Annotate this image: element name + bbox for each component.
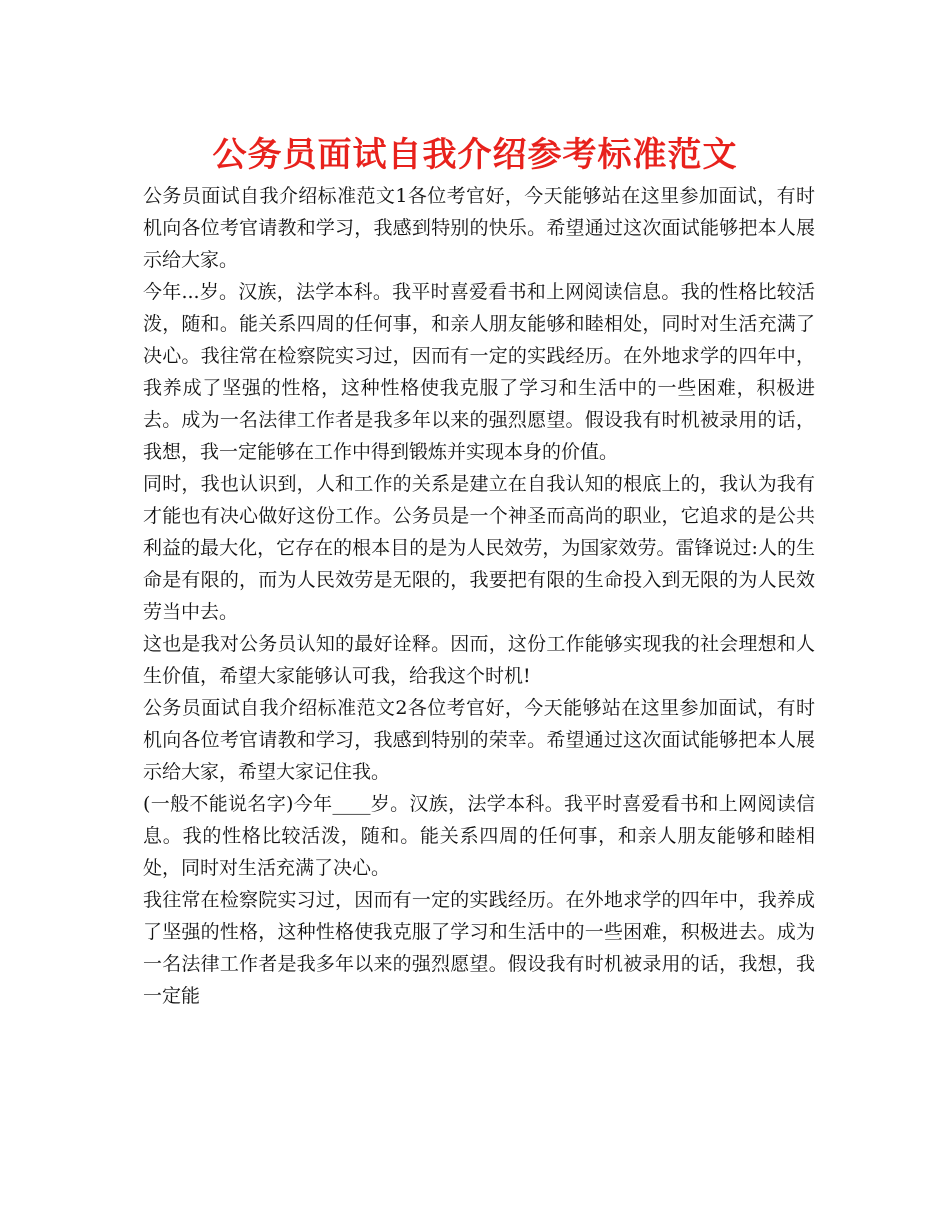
document-title: 公务员面试自我介绍参考标准范文 (212, 135, 738, 175)
paragraph: 公务员面试自我介绍标准范文2各位考官好，今天能够站在这里参加面试，有时机向各位考官请教和学习，我感到特别的荣幸。希望通过这次面试能够把本人展示给大家，希望大家记住我。 (143, 697, 815, 783)
paragraph: 今年...岁。汉族，法学本科。我平时喜爱看书和上网阅读信息。我的性格比较活泼，随和。能关系四周的任何事，和亲人朋友能够和睦相处，同时对生活充满了决心。我往常在检察院实习过，因而有一定的实践经历。在外地求学的四年中，我养成了坚强的性格，这种性格使我克服了学习和生活中的一些困难，积极进去。成为一名法律工作者是我多年以来的强烈愿望。假设我有时机被录用的话，我想，我一定能够在工作中得到锻炼并实现本身的价值。 (143, 281, 815, 463)
paragraph: 同时，我也认识到，人和工作的关系是建立在自我认知的根底上的，我认为我有才能也有决心做好这份工作。公务员是一个神圣而高尚的职业，它追求的是公共利益的最大化，它存在的根本目的是为人民效劳，为国家效劳。雷锋说过:人的生命是有限的，而为人民效劳是无限的，我要把有限的生命投入到无限的为人民效劳当中去。 (143, 473, 815, 623)
paragraph: 公务员面试自我介绍标准范文1各位考官好，今天能够站在这里参加面试，有时机向各位考官请教和学习，我感到特别的快乐。希望通过这次面试能够把本人展示给大家。 (143, 185, 815, 271)
document-body (143, 180, 815, 1012)
paragraph: 我往常在检察院实习过，因而有一定的实践经历。在外地求学的四年中，我养成了坚强的性格，这种性格使我克服了学习和生活中的一些困难，积极进去。成为一名法律工作者是我多年以来的强烈愿望。假设我有时机被录用的话，我想，我一定能 (143, 889, 815, 1007)
paragraph: 这也是我对公务员认知的最好诠释。因而，这份工作能够实现我的社会理想和人生价值，希望大家能够认可我，给我这个时机! (143, 633, 815, 687)
paragraph: (一般不能说名字)今年____岁。汉族，法学本科。我平时喜爱看书和上网阅读信息。我的性格比较活泼，随和。能关系四周的任何事，和亲人朋友能够和睦相处，同时对生活充满了决心。 (143, 793, 815, 879)
